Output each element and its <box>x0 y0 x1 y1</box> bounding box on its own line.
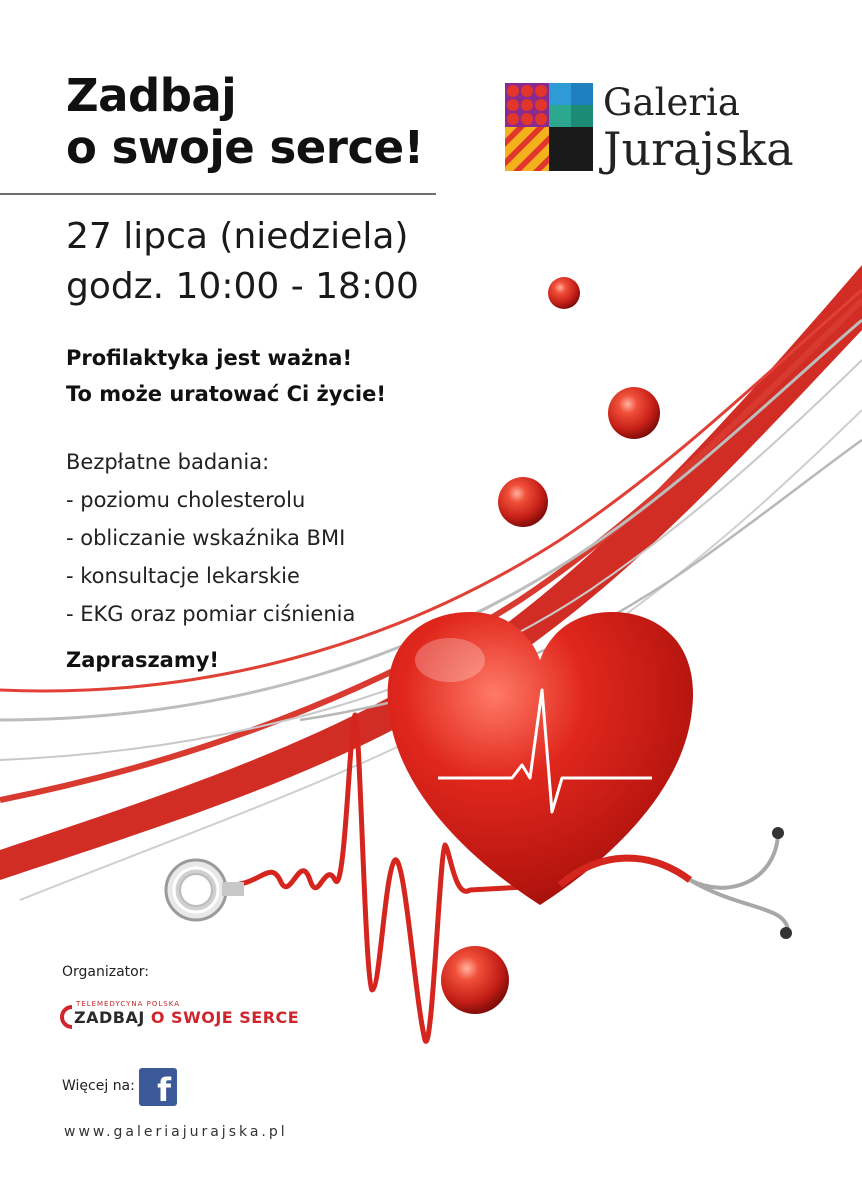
title-divider <box>0 193 436 195</box>
organizer-label: Organizator: <box>62 964 149 980</box>
event-hours: godz. 10:00 - 18:00 <box>66 266 419 307</box>
list-item: - poziomu cholesterolu <box>66 488 306 512</box>
mosaic-logo-icon <box>505 83 593 171</box>
logo-word-jurajska: Jurajska <box>603 122 794 176</box>
website-url[interactable]: www.galeriajurajska.pl <box>64 1124 288 1140</box>
list-item: - EKG oraz pomiar ciśnienia <box>66 602 356 626</box>
title-line-2: o swoje serce! <box>66 121 424 174</box>
slogan <box>66 340 386 412</box>
organizer-c-icon <box>58 1004 74 1030</box>
invitation-text: Zapraszamy! <box>66 648 219 672</box>
slogan-line-2: To może uratować Ci życie! <box>66 382 386 406</box>
slogan-line-1: Profilaktyka jest ważna! <box>66 346 353 370</box>
organizer-name <box>74 1008 299 1027</box>
organizer-subtitle: TELEMEDYCYNA POLSKA <box>76 1000 181 1008</box>
list-item: - obliczanie wskaźnika BMI <box>66 526 346 550</box>
organizer-name-part-1: ZADBAJ <box>74 1008 145 1027</box>
logo-wordmark <box>603 83 794 175</box>
free-tests-list <box>66 443 355 633</box>
title-line-1: Zadbaj <box>66 69 237 122</box>
list-item: - konsultacje lekarskie <box>66 564 300 588</box>
event-date-block <box>66 212 419 312</box>
poster-title <box>66 70 446 174</box>
galeria-jurajska-logo <box>505 83 815 188</box>
organizer-name-part-2: O SWOJE SERCE <box>150 1008 300 1027</box>
logo-word-galeria: Galeria <box>603 81 740 124</box>
facebook-icon[interactable]: f <box>139 1068 177 1106</box>
organizer-logo <box>58 1000 318 1034</box>
free-tests-heading: Bezpłatne badania: <box>66 450 270 474</box>
event-date: 27 lipca (niedziela) <box>66 216 409 257</box>
more-info-label: Więcej na: <box>62 1078 135 1094</box>
